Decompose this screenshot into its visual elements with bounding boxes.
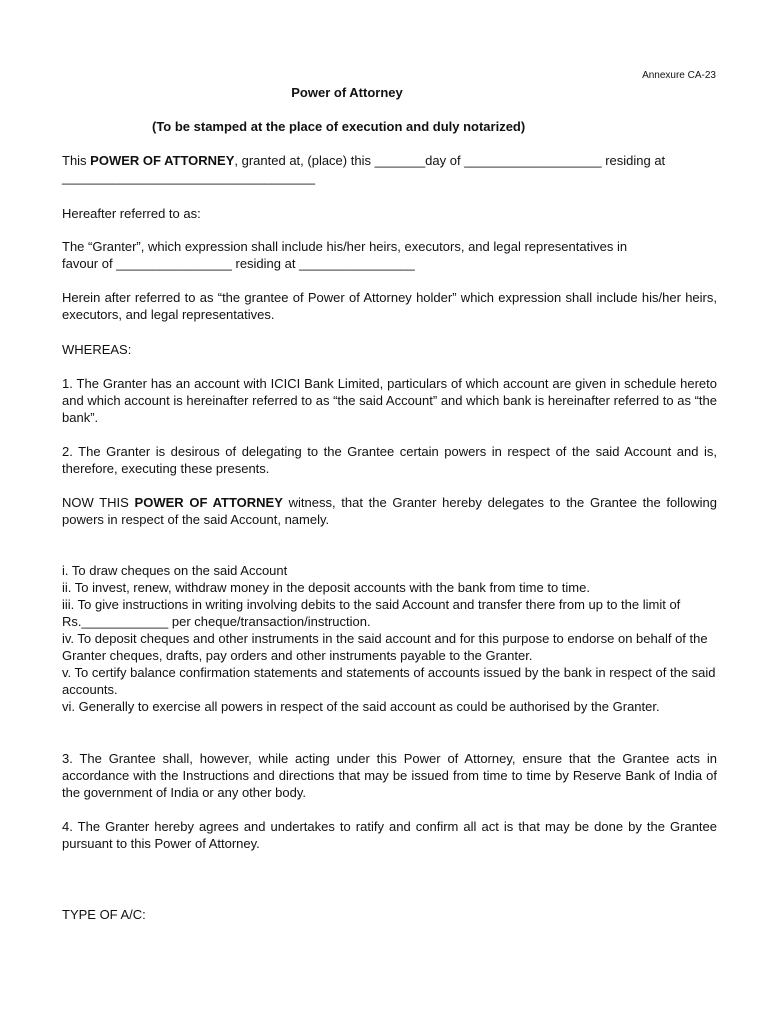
powers-list: [62, 562, 717, 715]
hereafter-paragraph: Hereafter referred to as:: [62, 206, 201, 221]
intro-suffix: , granted at, (place) this _______day of ___________________ residing at: [234, 153, 666, 168]
intro-prefix: This: [62, 153, 91, 168]
annexure-label: Annexure CA-23: [642, 70, 716, 81]
granter-line-1: The “Granter”, which expression shall include his/her heirs, executors, and legal representatives in: [62, 239, 628, 254]
document-subtitle: (To be stamped at the place of execution and duly notarized): [152, 119, 526, 134]
clause-3: 3. The Grantee shall, however, while acting under this Power of Attorney, ensure that the Grantee acts in accordance with the Instructions and directions that may be issued from time to time by Reserve Bank of India of the government of India or any other body.: [62, 751, 717, 800]
power-item-i: i. To draw cheques on the said Account: [62, 563, 288, 578]
now-this-bold-term: POWER OF ATTORNEY: [134, 495, 283, 510]
clause-2: 2. The Granter is desirous of delegating to the Grantee certain powers in respect of the said Account and is, therefore, executing these presents.: [62, 444, 717, 476]
intro-bold-term: POWER OF ATTORNEY: [90, 153, 235, 168]
herein-paragraph: Herein after referred to as “the grantee of Power of Attorney holder” which expression shall include his/her heirs, executors, and legal representatives.: [62, 290, 717, 322]
power-item-vi: vi. Generally to exercise all powers in respect of the said account as could be authorised by the Granter.: [62, 699, 660, 714]
now-this-suffix: witness, that the Granter hereby delegates to the Grantee the following powers in respect of the said Account, namely.: [62, 495, 717, 527]
power-item-iii: iii. To give instructions in writing involving debits to the said Account and transfer there from up to the limit of Rs.____________ per cheque/transaction/instruction.: [62, 597, 681, 629]
clause-4: 4. The Granter hereby agrees and undertakes to ratify and confirm all act is that may be done by the Grantee pursuant to this Power of Attorney.: [62, 819, 717, 851]
power-item-ii: ii. To invest, renew, withdraw money in the deposit accounts with the bank from time to time.: [62, 580, 590, 595]
power-item-v: v. To certify balance confirmation statements and statements of accounts issued by the bank in respect of the said accounts.: [62, 665, 716, 697]
intro-line-1: [62, 152, 717, 169]
power-item-iv: iv. To deposit cheques and other instruments in the said account and for this purpose to endorse on behalf of the Granter cheques, drafts, pay orders and other instruments payable to the Granter.: [62, 631, 708, 663]
granter-paragraph: [62, 238, 717, 272]
type-of-account-label: TYPE OF A/C:: [62, 907, 146, 922]
now-this-paragraph: [62, 494, 717, 528]
intro-line-2: ___________________________________: [62, 170, 316, 185]
granter-line-2: favour of ________________ residing at ________________: [62, 256, 415, 271]
intro-paragraph: [62, 152, 717, 186]
clause-1: 1. The Granter has an account with ICICI Bank Limited, particulars of which account are given in schedule hereto and which account is hereinafter referred to as “the said Account” and which bank is hereinafter referred to as “the bank”.: [62, 376, 717, 425]
document-title: Power of Attorney: [291, 85, 403, 100]
now-this-prefix: NOW THIS: [62, 495, 135, 510]
whereas-heading: WHEREAS:: [62, 342, 132, 357]
